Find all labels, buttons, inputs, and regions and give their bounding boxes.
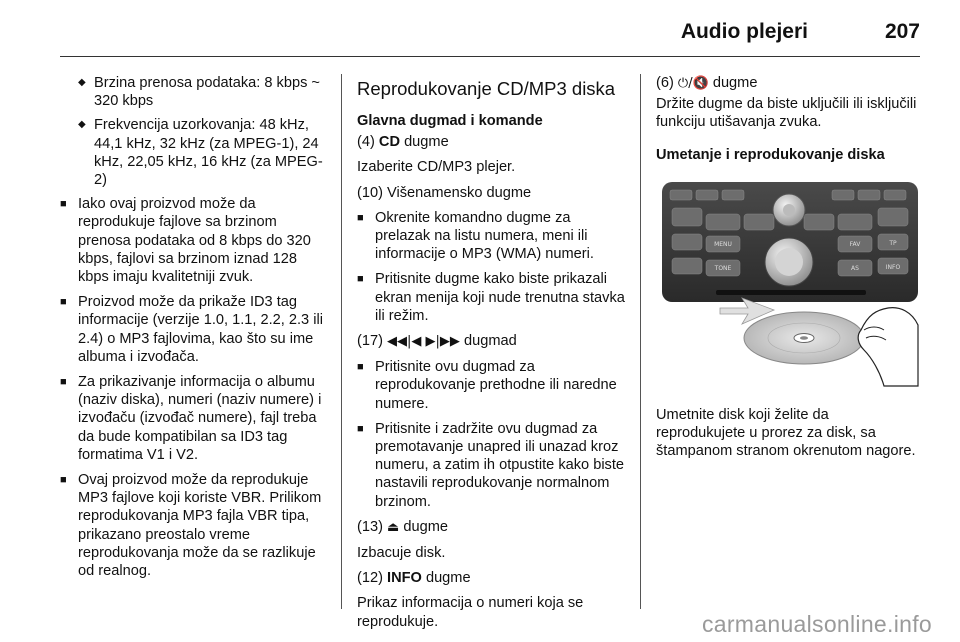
column-divider-2 [640,74,641,609]
column-divider-1 [341,74,342,609]
seek-number: (17) [357,333,383,350]
bullet-item: ■ Ovaj proizvod može da reprodukuje MP3 fajlove koji koriste VBR. Prilikom reprodukovanja MP3 fajla VBR tipa, prikazano preostalo vreme reprodukovanja može da se razlikuje od realnog. [60,471,330,580]
seek-buttons-label [357,332,627,351]
column-3 [656,74,922,467]
page-header [60,14,920,54]
header-divider [60,56,920,57]
cd-word: dugme [404,134,449,151]
info-key: INFO [387,570,422,587]
page-number: 207 [884,20,920,43]
multi-button-label: (10) Višenamensko dugme [357,184,532,201]
mute-icon: ⏻/🔇 [677,76,709,91]
panel-button-tp-label: TP [889,239,897,247]
column-1 [60,74,330,587]
mute-word: dugme [712,75,758,91]
panel-button-tone-label: TONE [714,264,732,272]
bullet-item: ■ Iako ovaj proizvod može da reprodukuje fajlove sa brzinom prenosa podataka od 8 kbps do 320 kbps, fajlovi sa brzinom iznad 128 kbps imaju kvalitetniji zvuk. [60,195,330,286]
multi-bullet-list [357,209,627,325]
seek-icons: ◀◀|◀ ▶|▶▶ [387,334,460,350]
info-number: (12) [357,570,383,587]
bullet-item: ■ Za prikazivanje informacija o albumu (naziv diska), numeri (naziv numere) i izvođaču (izvođač numere), fajl treba da bude kompatibilan sa ID3 tag formatima V1 i V2. [60,373,330,464]
insert-heading: Umetanje i reprodukovanje diska [656,146,885,163]
sub-bullet-item: ◆ Brzina prenosa podataka: 8 kbps ~ 320 kbps [60,74,330,110]
cd-key: CD [378,134,400,151]
panel-button-info-label: INFO [885,263,901,271]
column-2 [357,74,627,638]
eject-icon: ⏏ [387,519,400,535]
section-heading: Reprodukovanje CD/MP3 diska [357,78,616,99]
mute-number: (6) [656,75,674,91]
info-word: dugme [425,570,471,587]
watermark: carmanualsonline.info [701,611,932,637]
cd-description: Izaberite CD/MP3 plejer. [357,159,516,176]
panel-button-as-label: AS [851,264,859,272]
seek-bullet-list [357,358,627,511]
mute-button-label [656,74,922,93]
panel-button-menu-label: MENU [714,240,732,248]
panel-button-fav-label: FAV [849,240,861,248]
seek-word: dugmad [463,333,517,350]
bullet-item: ■ Okrenite komandno dugme za prelazak na listu numera, meni ili informacije o MP3 (WMA) numeri. [357,209,627,264]
info-button-label [357,569,627,587]
cd-button-label [357,133,627,151]
sub-bullet-list [60,74,330,189]
eject-description: Izbacuje disk. [357,545,446,562]
eject-word: dugme [403,518,448,535]
cd-number: (4) [357,134,375,151]
header-title: Audio plejeri [680,20,808,43]
eject-button-label [357,518,627,537]
bullet-list [60,195,330,580]
cd-insert-illustration [656,180,922,390]
eject-number: (13) [357,518,383,535]
subsection-heading: Glavna dugmad i komande [357,113,543,129]
mute-description: Držite dugme da biste uključili ili isključili funkciju utišavanja zvuka. [656,96,917,131]
bullet-item: ■ Pritisnite ovu dugmad za reprodukovanje prethodne ili naredne numere. [357,358,627,413]
info-description: Prikaz informacija o numeri koja se reprodukuje. [357,595,584,630]
bullet-item: ■ Proizvod može da prikaže ID3 tag informacije (verzije 1.0, 1.1, 2.2, 2.3 ili 2.4) o MP3 fajlovima, kao što su ime albuma i izvođača. [60,293,330,366]
bullet-item: ■ Pritisnite dugme kako biste prikazali ekran menija koji nude trenutna stavka ili režim. [357,270,627,325]
sub-bullet-item: ◆ Frekvencija uzorkovanja: 48 kHz, 44,1 kHz, 32 kHz (za MPEG-1), 24 kHz, 22,05 kHz, 16 kHz (za MPEG-2) [60,116,330,189]
bullet-item: ■ Pritisnite i zadržite ovu dugmad za premotavanje unapred ili unazad kroz numeru, a zatim ih otpustite kako biste nastavili reprodukovanje normalnom brzinom. [357,420,627,511]
insert-description: Umetnite disk koji želite da reprodukujete u prorez za disk, sa štampanom stranom okrenutom nagore. [656,406,916,460]
